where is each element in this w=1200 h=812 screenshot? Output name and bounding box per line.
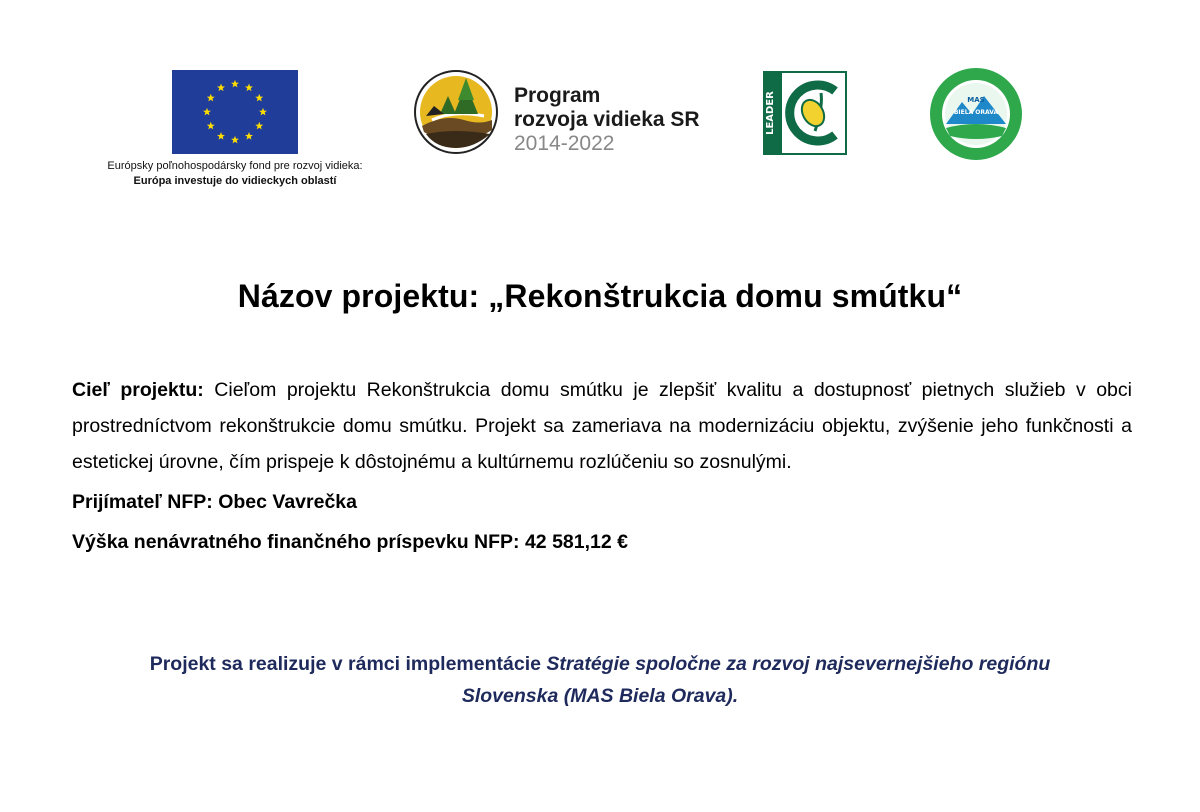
project-content [72, 372, 1132, 560]
svg-text:LEADER: LEADER [765, 91, 776, 135]
footer-strategy-text: Stratégie spoločne za rozvoj najsevernejšieho regiónu Slovenska (MAS Biela Orava). [461, 653, 1051, 707]
goal-label: Cieľ projektu: [72, 379, 204, 401]
eu-flag-icon [172, 70, 298, 154]
project-goal [72, 372, 1132, 480]
prv-logo [414, 70, 744, 156]
prv-line2: rozvoja vidieka SR [514, 108, 700, 131]
grant-amount: Výška nenávratného finančného príspevku NFP: 42 581,12 € [72, 531, 628, 553]
project-title: Názov projektu: „Rekonštrukcia domu smútku“ [237, 278, 963, 314]
leader-logo-icon [763, 71, 847, 155]
prv-line3: 2014-2022 [514, 132, 615, 155]
eu-caption-line2: Európa investuje do vidieckych oblastí [133, 175, 337, 187]
footer-normal-text: Projekt sa realizuje v rámci implementácie [149, 653, 547, 675]
mas-biela-orava-logo-icon [928, 66, 1024, 162]
recipient: Prijímateľ NFP: Obec Vavrečka [72, 491, 357, 513]
logo-header [0, 0, 1200, 210]
goal-text: Cieľom projektu Rekonštrukcia domu smútku je zlepšiť kvalitu a dostupnosť pietnych služieb v obci prostredníctvom rekonštrukcie domu smútku. Projekt sa zameriava na modernizáciu objektu, zvýšenie jeho funkčnosti a estetickej úrovne, čím prispeje k dôstojnému a kultúrnemu rozlúčeniu so zosnulými. [72, 379, 1132, 473]
prv-emblem-icon [414, 70, 498, 154]
svg-text:MAS: MAS [967, 96, 985, 104]
svg-text:BIELA ORAVA: BIELA ORAVA [953, 109, 999, 116]
prv-text [514, 84, 700, 156]
prv-line1: Program [514, 84, 601, 107]
implementation-note [100, 648, 1100, 712]
eu-caption-line1: Európsky poľnohospodársky fond pre rozvoj vidieka: [107, 160, 363, 172]
eu-fund-logo [80, 70, 390, 187]
